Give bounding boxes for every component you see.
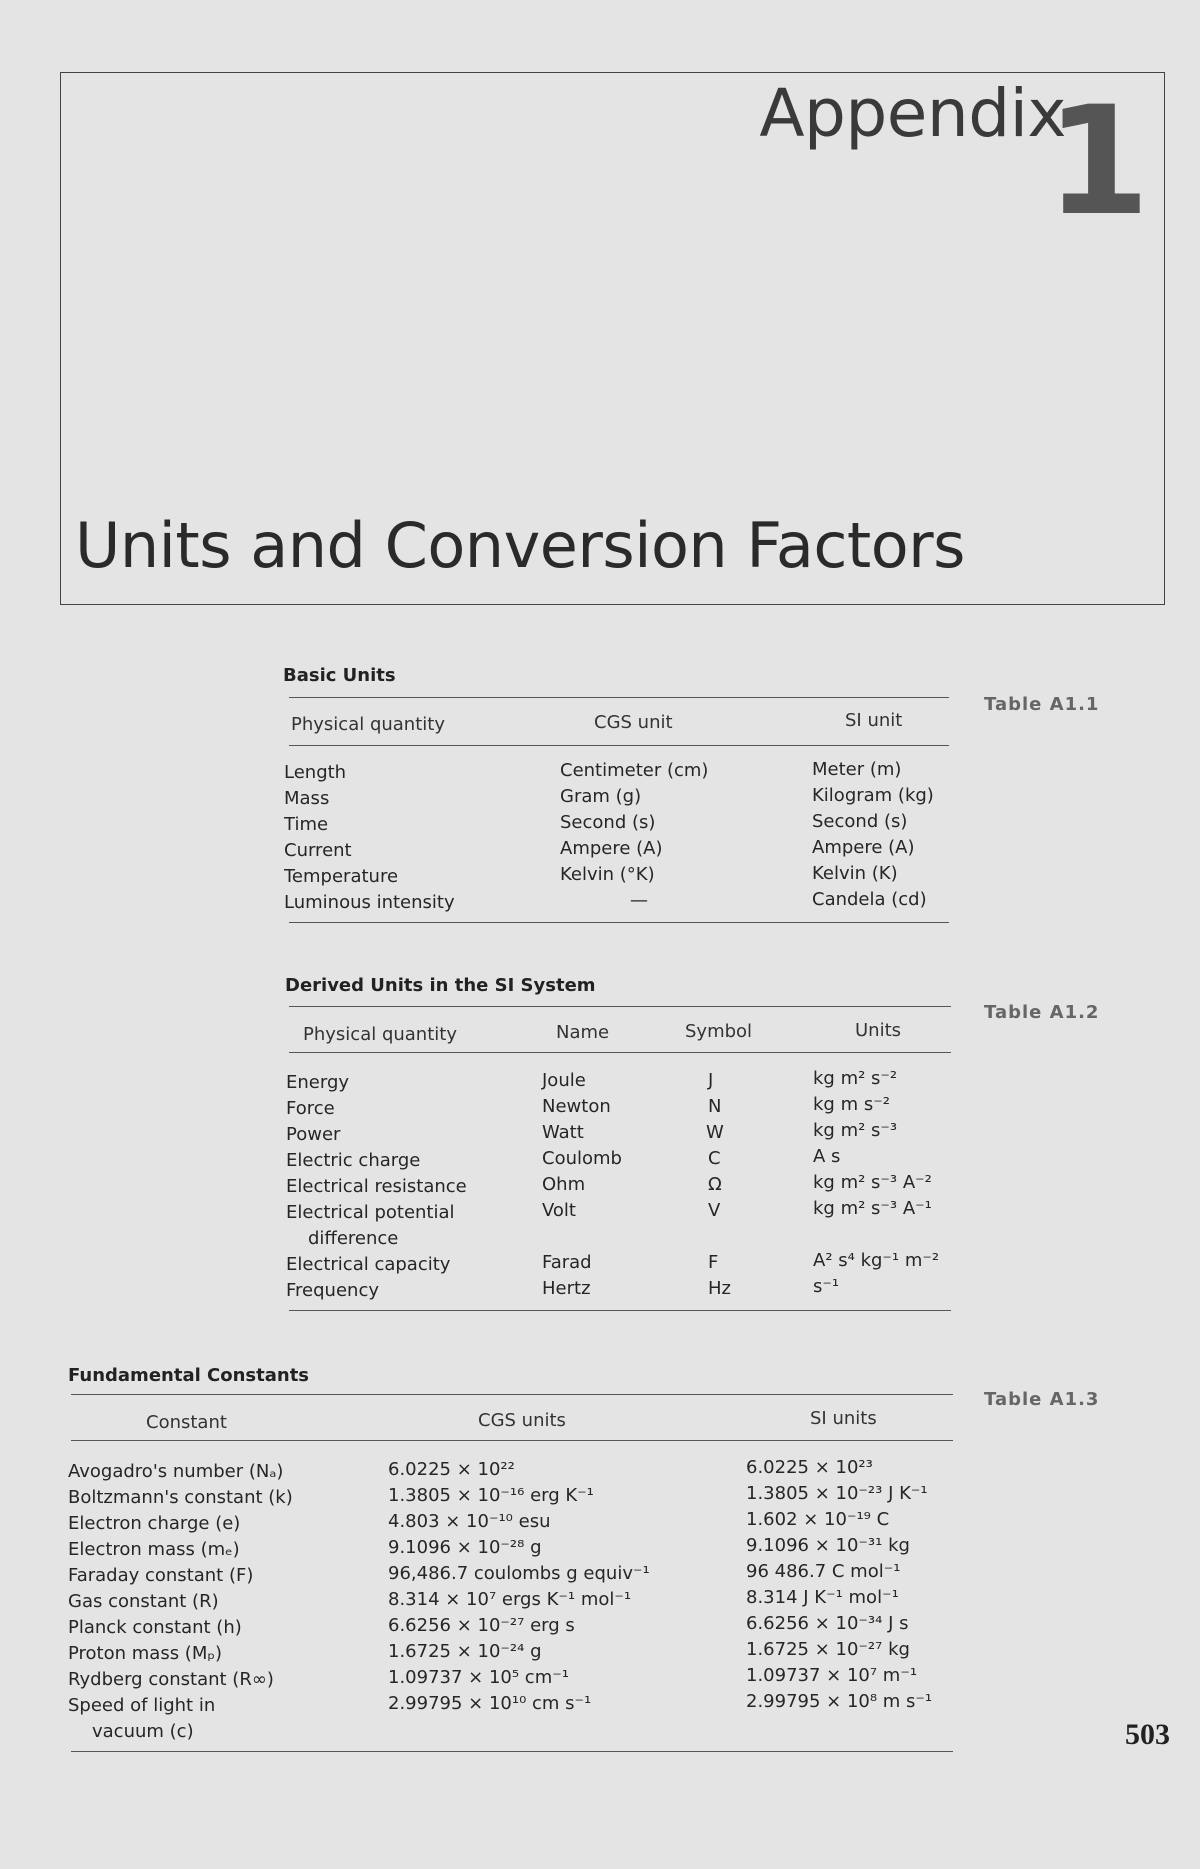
table1-cell: Kelvin (K) [812, 863, 898, 884]
table1-cell: Current [284, 840, 352, 861]
table2-header-symbol: Symbol [685, 1021, 753, 1042]
table2-cell: Farad [542, 1252, 592, 1273]
table3-cell: 1.6725 × 10⁻²⁷ kg [746, 1639, 910, 1660]
table3-top-rule [71, 1394, 953, 1395]
table3-cell: 8.314 × 10⁷ ergs K⁻¹ mol⁻¹ [388, 1589, 632, 1610]
table2-cell: Coulomb [542, 1148, 622, 1169]
table3-cell: 2.99795 × 10¹⁰ cm s⁻¹ [388, 1693, 592, 1714]
table3-cell: 1.09737 × 10⁷ m⁻¹ [746, 1665, 918, 1686]
table3-cell: 6.6256 × 10⁻²⁷ erg s [388, 1615, 575, 1636]
table2-cell: C [708, 1148, 721, 1169]
table1-header-cgs: CGS unit [594, 712, 673, 733]
table3-cell: vacuum (c) [92, 1721, 194, 1742]
table1-bottom-rule [289, 922, 949, 923]
table2-cell: Electrical potential [286, 1202, 455, 1223]
table3-label: Table A1.3 [984, 1389, 1100, 1410]
chapter-header-box [60, 72, 1165, 605]
table2-cell: J [708, 1070, 714, 1091]
table1-cell: Temperature [284, 866, 399, 887]
table3-cell: 8.314 J K⁻¹ mol⁻¹ [746, 1587, 899, 1608]
table3-cell: Boltzmann's constant (k) [68, 1487, 293, 1508]
table2-bottom-rule [289, 1310, 951, 1311]
table3-cell: 6.0225 × 10²² [388, 1459, 515, 1480]
table2-cell: difference [308, 1228, 399, 1249]
table1-title: Basic Units [283, 665, 396, 686]
table1-cell: Ampere (A) [560, 838, 663, 859]
table3-cell: 6.6256 × 10⁻³⁴ J s [746, 1613, 909, 1634]
table2-cell: Hertz [542, 1278, 591, 1299]
table2-header-quantity: Physical quantity [303, 1024, 457, 1045]
table3-cell: Proton mass (Mₚ) [68, 1643, 223, 1664]
table2-cell: Energy [286, 1072, 350, 1093]
table2-cell: Electrical resistance [286, 1176, 467, 1197]
table1-cell: Length [284, 762, 347, 783]
table2-cell: N [708, 1096, 722, 1117]
table3-cell: 1.602 × 10⁻¹⁹ C [746, 1509, 890, 1530]
table1-cell: Kelvin (°K) [560, 864, 655, 885]
table3-cell: 2.99795 × 10⁸ m s⁻¹ [746, 1691, 933, 1712]
table3-cell: 1.3805 × 10⁻²³ J K⁻¹ [746, 1483, 928, 1504]
table2-cell: Volt [542, 1200, 576, 1221]
table1-cell: Second (s) [560, 812, 656, 833]
table3-cell: Planck constant (h) [68, 1617, 242, 1638]
table2-header-name: Name [556, 1022, 610, 1043]
table1-top-rule [289, 697, 949, 698]
table2-cell: V [708, 1200, 721, 1221]
table3-cell: 6.0225 × 10²³ [746, 1457, 873, 1478]
table3-cell: 1.3805 × 10⁻¹⁶ erg K⁻¹ [388, 1485, 594, 1506]
table2-cell: kg m² s⁻³ [813, 1120, 898, 1141]
table2-cell: A s [813, 1146, 841, 1167]
table1-header-rule [289, 745, 949, 746]
table3-cell: Faraday constant (F) [68, 1565, 254, 1586]
table1-label: Table A1.1 [984, 694, 1100, 715]
table2-header-units: Units [855, 1020, 902, 1041]
table1-cell: Kilogram (kg) [812, 785, 934, 806]
table1-cell: Meter (m) [812, 759, 902, 780]
table3-title: Fundamental Constants [68, 1365, 310, 1386]
table3-cell: 9.1096 × 10⁻²⁸ g [388, 1537, 542, 1558]
table1-cell: Gram (g) [560, 786, 642, 807]
table2-cell: Hz [708, 1278, 731, 1299]
table2-cell: kg m² s⁻³ A⁻² [813, 1172, 932, 1193]
table3-cell: 9.1096 × 10⁻³¹ kg [746, 1535, 910, 1556]
table3-cell: Electron mass (mₑ) [68, 1539, 240, 1560]
table2-cell: Ω [708, 1174, 722, 1195]
table3-cell: Electron charge (e) [68, 1513, 241, 1534]
page-number: 503 [1125, 1718, 1170, 1751]
table2-cell: Joule [542, 1070, 586, 1091]
table1-cell: Time [284, 814, 329, 835]
table3-cell: Speed of light in [68, 1695, 216, 1716]
table1-header-quantity: Physical quantity [291, 714, 445, 735]
table1-cell: — [630, 890, 648, 911]
table3-cell: 1.09737 × 10⁵ cm⁻¹ [388, 1667, 569, 1688]
appendix-number: 1 [1045, 75, 1150, 249]
table3-header-rule [71, 1440, 953, 1441]
table1-cell: Luminous intensity [284, 892, 455, 913]
table3-header-si: SI units [810, 1408, 877, 1429]
chapter-title: Units and Conversion Factors [75, 509, 965, 582]
table3-bottom-rule [71, 1751, 953, 1752]
table2-cell: Electric charge [286, 1150, 421, 1171]
table2-cell: Frequency [286, 1280, 379, 1301]
table3-cell: 1.6725 × 10⁻²⁴ g [388, 1641, 542, 1662]
table2-cell: W [706, 1122, 724, 1143]
table2-cell: Electrical capacity [286, 1254, 451, 1275]
table2-cell: Power [286, 1124, 341, 1145]
table2-top-rule [289, 1006, 951, 1007]
table3-cell: Rydberg constant (R∞) [68, 1669, 274, 1690]
table2-cell: kg m s⁻² [813, 1094, 890, 1115]
table3-header-constant: Constant [146, 1412, 227, 1433]
table3-cell: Avogadro's number (Nₐ) [68, 1461, 284, 1482]
appendix-label: Appendix [759, 75, 1066, 152]
table2-header-rule [289, 1052, 951, 1053]
table2-cell: Watt [542, 1122, 584, 1143]
table2-label: Table A1.2 [984, 1002, 1100, 1023]
table3-header-cgs: CGS units [478, 1410, 566, 1431]
table3-cell: 96,486.7 coulombs g equiv⁻¹ [388, 1563, 650, 1584]
table2-cell: F [708, 1252, 719, 1273]
table2-cell: Newton [542, 1096, 611, 1117]
table3-cell: 96 486.7 C mol⁻¹ [746, 1561, 901, 1582]
table1-cell: Ampere (A) [812, 837, 915, 858]
table1-cell: Mass [284, 788, 330, 809]
table2-cell: kg m² s⁻³ A⁻¹ [813, 1198, 932, 1219]
table1-cell: Candela (cd) [812, 889, 927, 910]
table3-cell: 4.803 × 10⁻¹⁰ esu [388, 1511, 551, 1532]
table1-header-si: SI unit [845, 710, 903, 731]
table2-cell: s⁻¹ [813, 1276, 840, 1297]
table2-cell: kg m² s⁻² [813, 1068, 898, 1089]
table2-cell: Ohm [542, 1174, 586, 1195]
table1-cell: Centimeter (cm) [560, 760, 709, 781]
table1-cell: Second (s) [812, 811, 908, 832]
table2-title: Derived Units in the SI System [285, 975, 596, 996]
table2-cell: Force [286, 1098, 335, 1119]
table3-cell: Gas constant (R) [68, 1591, 219, 1612]
table2-cell: A² s⁴ kg⁻¹ m⁻² [813, 1250, 940, 1271]
